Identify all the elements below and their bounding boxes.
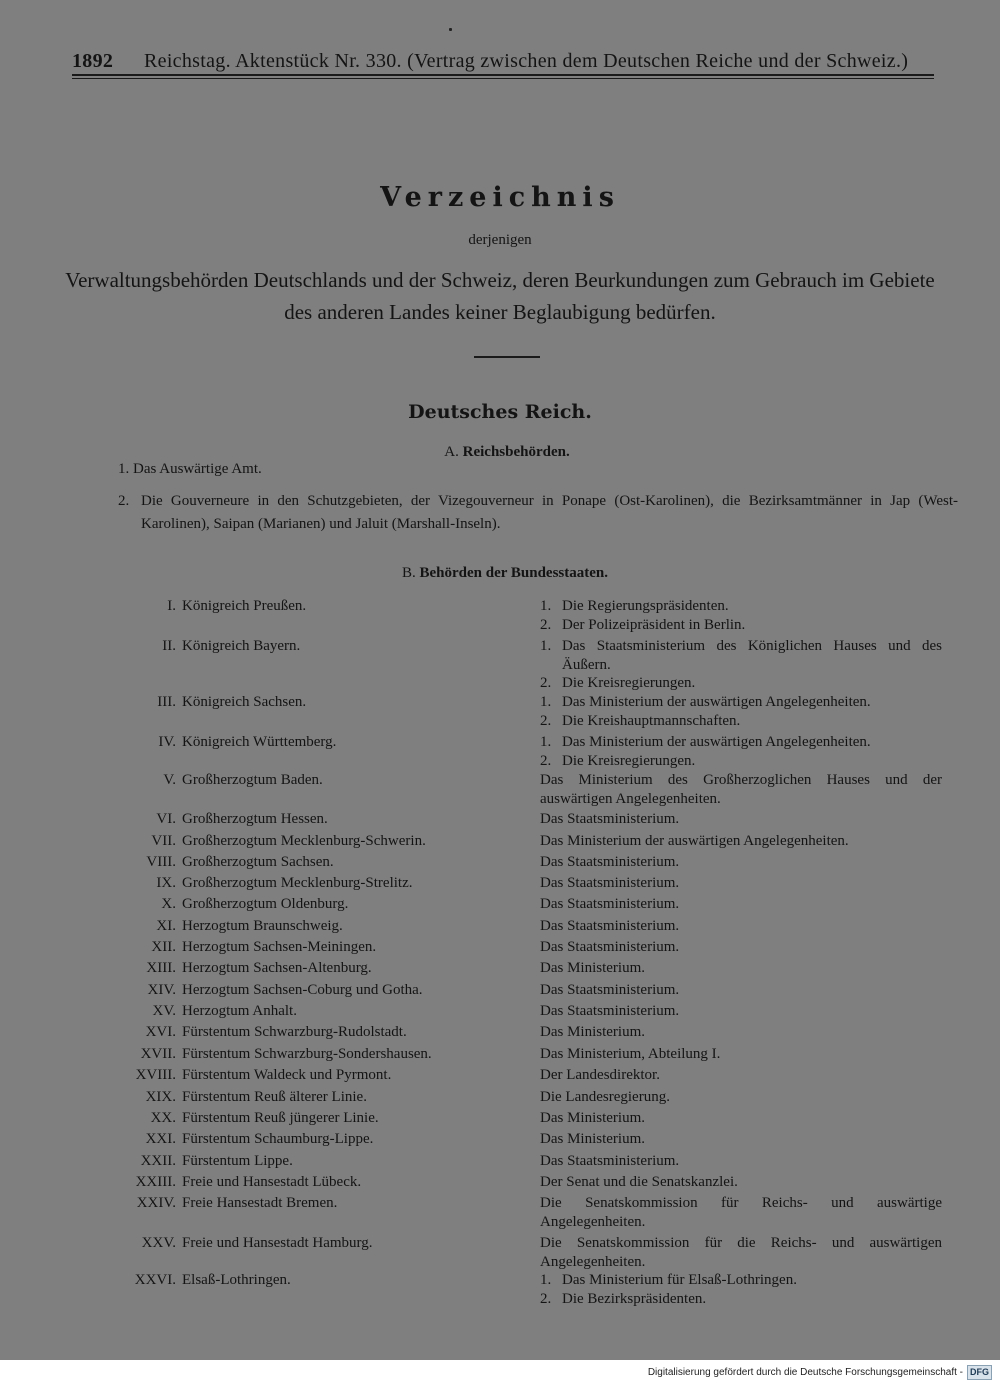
authority-list (540, 733, 942, 770)
section-a-item (118, 490, 958, 536)
authority-entry (540, 981, 942, 1000)
authority-entry (540, 1290, 942, 1309)
authority-text: Die Regierungspräsidenten. (562, 598, 729, 614)
state-name: Großherzogtum Baden. (182, 772, 323, 788)
authority-list (540, 874, 942, 893)
roman-numeral: XXVI. (134, 1272, 176, 1288)
authority-list (540, 1088, 942, 1107)
section-b-title: Behörden der Bundesstaaten. (419, 565, 608, 581)
state-name: Herzogtum Sachsen-Coburg und Gotha. (182, 982, 423, 998)
authority-text: Das Staatsministerium. (540, 811, 680, 827)
authority-entry (540, 832, 942, 851)
roman-numeral: VIII. (146, 854, 176, 870)
roman-numeral: XIV. (147, 982, 176, 998)
authority-text: Die Senatskommission für die Reichs- und auswärtigen Angelegenheiten. (540, 1235, 942, 1270)
page-number: 1892 (72, 50, 114, 72)
roman-numeral: II. (162, 638, 176, 654)
roman-numeral: XVII. (140, 1046, 176, 1062)
state-name: Königreich Sachsen. (182, 694, 307, 710)
authority-list (540, 917, 942, 936)
authority-text: Der Landesdirektor. (540, 1067, 660, 1083)
authority-text: Der Senat und die Senatskanzlei. (540, 1174, 738, 1190)
roman-numeral: XXV. (141, 1235, 176, 1251)
authority-entry (540, 938, 942, 957)
roman-numeral: XVIII. (135, 1067, 176, 1083)
authority-text: Das Ministerium für Elsaß-Lothringen. (562, 1272, 797, 1288)
authority-entry (540, 597, 942, 616)
authority-entry (540, 1023, 942, 1042)
state-name: Großherzogtum Oldenburg. (182, 896, 349, 912)
authority-list (540, 938, 942, 957)
authority-text: Die Kreishauptmannschaften. (562, 712, 741, 729)
roman-numeral: XV. (152, 1003, 176, 1019)
authority-text: Das Ministerium, Abteilung I. (540, 1046, 721, 1062)
authority-text: Das Ministerium der auswärtigen Angelegenheiten. (540, 833, 849, 849)
authority-entry (540, 771, 942, 808)
state-name: Großherzogtum Sachsen. (182, 854, 334, 870)
state-name: Herzogtum Anhalt. (182, 1003, 297, 1019)
authority-list (540, 981, 942, 1000)
state-name: Elsaß-Lothringen. (182, 1272, 291, 1288)
state-name: Freie und Hansestadt Lübeck. (182, 1174, 362, 1190)
roman-numeral: XI. (156, 918, 176, 934)
authority-text: Das Staatsministerium. (540, 875, 680, 891)
authority-list (540, 693, 942, 730)
footer-text: Digitalisierung gefördert durch die Deutsche Forschungsgemeinschaft - (647, 1366, 963, 1378)
authority-list (540, 771, 942, 808)
state-name: Großherzogtum Mecklenburg-Strelitz. (182, 875, 413, 891)
authority-text: Das Ministerium der auswärtigen Angelegenheiten. (562, 694, 871, 710)
authority-list (540, 1066, 942, 1085)
authority-text: Das Staatsministerium. (540, 896, 680, 912)
authority-text: Das Ministerium des Großherzoglichen Hauses und der auswärtigen Angelegenheiten. (540, 772, 942, 807)
authority-entry (540, 874, 942, 893)
authority-entry (540, 810, 942, 829)
authority-number: 2. (540, 752, 552, 769)
authority-list (540, 597, 942, 634)
roman-numeral: IX. (156, 875, 176, 891)
divider (474, 356, 540, 358)
authority-text: Das Ministerium. (540, 1110, 645, 1126)
authority-entry (540, 917, 942, 936)
dfg-logo: DFG (967, 1365, 992, 1380)
section-a-item (118, 461, 262, 478)
roman-numeral: XX. (150, 1110, 176, 1126)
authority-list (540, 832, 942, 851)
subtitle-small: derjenigen (468, 232, 532, 248)
state-name: Fürstentum Lippe. (182, 1153, 293, 1169)
authority-entry (540, 616, 942, 635)
item-number: 2. (118, 493, 130, 509)
section-a-heading (0, 444, 1000, 461)
roman-numeral: V. (163, 772, 176, 788)
authority-entry (540, 1088, 942, 1107)
state-name: Fürstentum Waldeck und Pyrmont. (182, 1067, 392, 1083)
authority-number: 2. (540, 1290, 552, 1307)
authority-number: 2. (540, 712, 552, 729)
subtitle-main: Verwaltungsbehörden Deutschlands und der Schweiz, deren Beurkundungen zum Gebrauch im Gebiete des anderen Landes keiner Beglaubigung bedürfen. (65, 268, 935, 324)
authority-entry (540, 1130, 942, 1149)
authority-list (540, 637, 942, 693)
authority-number: 2. (540, 616, 552, 633)
authority-entry (540, 712, 942, 731)
authority-text: Das Ministerium. (540, 1024, 645, 1040)
authority-text: Die Bezirkspräsidenten. (562, 1290, 707, 1307)
running-header (72, 50, 932, 73)
state-name: Freie und Hansestadt Hamburg. (182, 1235, 373, 1251)
item-text: Das Auswärtige Amt. (133, 461, 262, 477)
authority-list (540, 1173, 942, 1192)
item-number: 1. (118, 461, 130, 477)
authority-text: Die Kreisregierungen. (562, 752, 696, 769)
authority-text: Die Kreisregierungen. (562, 675, 696, 691)
authority-entry (540, 1173, 942, 1192)
authority-entry (540, 693, 942, 712)
section-b-heading (0, 565, 1000, 582)
item-text: Die Gouverneure in den Schutzgebieten, der Vizegouverneur in Ponape (Ost-Karolinen), die Bezirksamtmänner in Jap (West-Karolinen), Saipan (Marianen) und Jaluit (Marshall-Inseln). (141, 493, 958, 532)
authority-list (540, 959, 942, 978)
footer-credit (648, 1364, 992, 1380)
state-name: Königreich Württemberg. (182, 734, 337, 750)
authority-entry (540, 1002, 942, 1021)
authority-number: 1. (540, 1272, 552, 1288)
authority-text: Das Ministerium. (540, 1131, 645, 1147)
authority-entry (540, 1045, 942, 1064)
section-b-letter: B. (401, 565, 416, 581)
state-name: Königreich Preußen. (182, 598, 307, 614)
authority-list (540, 1271, 942, 1308)
header-rule-thin (72, 78, 934, 79)
authority-text: Die Senatskommission für Reichs- und auswärtige Angelegenheiten. (540, 1195, 942, 1230)
running-title: Reichstag. Aktenstück Nr. 330. (Vertrag zwischen dem Deutschen Reiche und der Schweiz.) (144, 50, 909, 72)
authority-text: Das Staatsministerium. (540, 918, 680, 934)
state-name: Großherzogtum Hessen. (182, 811, 328, 827)
authority-list (540, 1130, 942, 1149)
roman-numeral: IV. (158, 734, 176, 750)
authority-list (540, 1194, 942, 1231)
state-name: Fürstentum Reuß älterer Linie. (182, 1089, 367, 1105)
document-title: Verzeichnis (380, 182, 620, 213)
authority-number: 2. (540, 675, 552, 691)
authority-text: Das Ministerium. (540, 960, 645, 976)
roman-numeral: XVI. (145, 1024, 176, 1040)
roman-numeral: I. (167, 598, 176, 614)
authority-text: Das Staatsministerium. (540, 854, 680, 870)
section-a-title: Reichsbehörden. (462, 444, 570, 460)
roman-numeral: XXIII. (135, 1174, 176, 1190)
authority-entry (540, 637, 942, 674)
section-a-letter: A. (444, 444, 459, 460)
authority-entry (540, 959, 942, 978)
authority-list (540, 1023, 942, 1042)
section-heading: Deutsches Reich. (408, 401, 592, 423)
state-name: Freie Hansestadt Bremen. (182, 1195, 338, 1211)
authority-text: Das Staatsministerium. (540, 982, 680, 998)
authority-entry (540, 1234, 942, 1271)
authority-entry (540, 895, 942, 914)
authority-list (540, 1002, 942, 1021)
authority-text: Das Ministerium der auswärtigen Angelegenheiten. (562, 734, 871, 750)
authority-number: 1. (540, 638, 552, 654)
authority-text: Das Staatsministerium des Königlichen Hauses und des Äußern. (562, 638, 942, 673)
state-name: Fürstentum Schwarzburg-Rudolstadt. (182, 1024, 407, 1040)
authority-entry (540, 752, 942, 771)
authority-entry (540, 733, 942, 752)
authority-text: Das Staatsministerium. (540, 1003, 680, 1019)
authority-entry (540, 1066, 942, 1085)
roman-numeral: X. (161, 896, 176, 912)
authority-entry (540, 1152, 942, 1171)
roman-numeral: XII. (151, 939, 176, 955)
authority-text: Das Staatsministerium. (540, 939, 680, 955)
authority-entry (540, 853, 942, 872)
authority-list (540, 853, 942, 872)
header-rule (72, 74, 934, 76)
state-name: Fürstentum Reuß jüngerer Linie. (182, 1110, 379, 1126)
authority-entry (540, 1271, 942, 1290)
authority-number: 1. (540, 694, 552, 710)
state-name: Fürstentum Schaumburg-Lippe. (182, 1131, 374, 1147)
authority-number: 1. (540, 734, 552, 750)
authority-list (540, 1152, 942, 1171)
scan-speck (449, 28, 452, 31)
state-name: Herzogtum Sachsen-Altenburg. (182, 960, 372, 976)
roman-numeral: XXI. (145, 1131, 176, 1147)
authority-list (540, 810, 942, 829)
authority-entry (540, 674, 942, 693)
state-name: Königreich Bayern. (182, 638, 301, 654)
roman-numeral: XXII. (140, 1153, 176, 1169)
authority-text: Die Landesregierung. (540, 1089, 670, 1105)
state-name: Herzogtum Braunschweig. (182, 918, 343, 934)
authority-list (540, 1234, 942, 1271)
authority-entry (540, 1109, 942, 1128)
roman-numeral: VI. (156, 811, 176, 827)
roman-numeral: XIII. (146, 960, 176, 976)
authority-list (540, 1109, 942, 1128)
authority-text: Der Polizeipräsident in Berlin. (562, 616, 746, 633)
roman-numeral: XXIV. (136, 1195, 176, 1211)
authority-list (540, 1045, 942, 1064)
roman-numeral: XIX. (145, 1089, 176, 1105)
authority-number: 1. (540, 598, 552, 614)
authority-entry (540, 1194, 942, 1231)
state-name: Fürstentum Schwarzburg-Sondershausen. (182, 1046, 432, 1062)
state-name: Herzogtum Sachsen-Meiningen. (182, 939, 377, 955)
authority-text: Das Staatsministerium. (540, 1153, 680, 1169)
authority-list (540, 895, 942, 914)
roman-numeral: VII. (151, 833, 176, 849)
state-name: Großherzogtum Mecklenburg-Schwerin. (182, 833, 426, 849)
roman-numeral: III. (157, 694, 176, 710)
